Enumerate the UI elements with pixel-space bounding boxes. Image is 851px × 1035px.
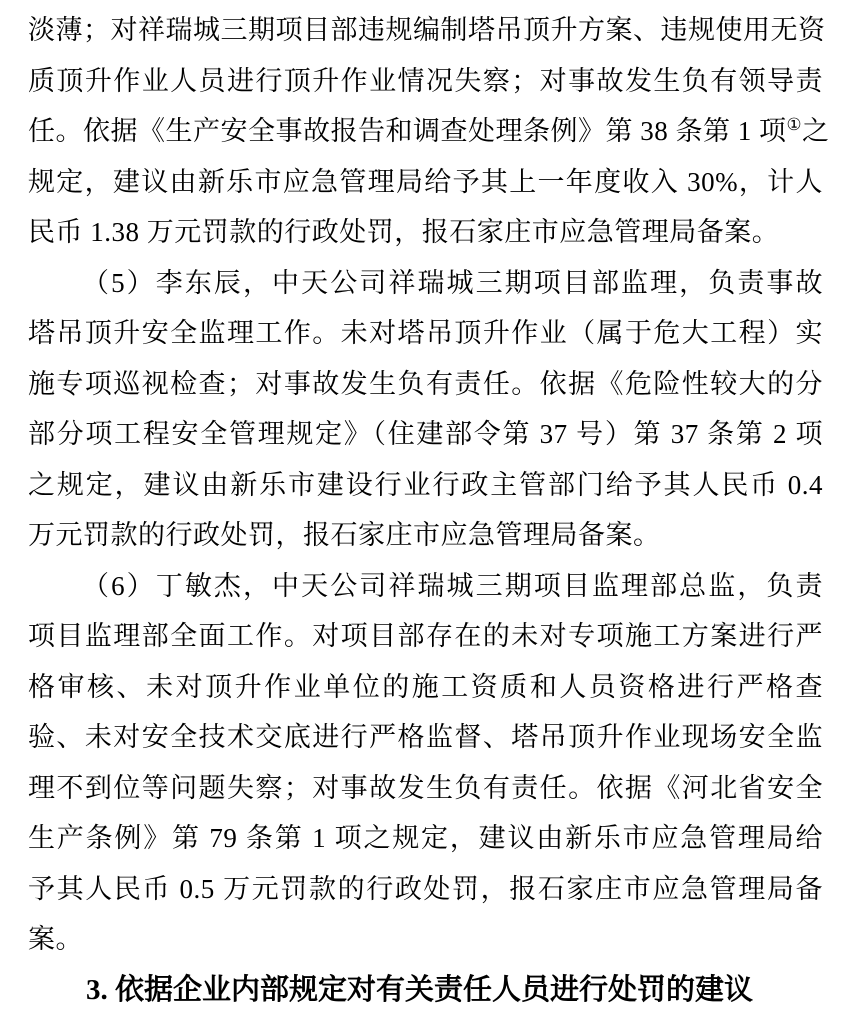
section-heading-3: 3. 依据企业内部规定对有关责任人员进行处罚的建议 bbox=[86, 973, 754, 1006]
text-line: （6）丁敏杰，中天公司祥瑞城三期项目监理部总监，负责 bbox=[82, 570, 823, 601]
text-line: 施专项巡视检查；对事故发生负有责任。依据《危险性较大的分 bbox=[28, 368, 823, 399]
text-line: 验、未对安全技术交底进行严格监督、塔吊顶升作业现场安全监 bbox=[28, 722, 823, 752]
text-line: 规定，建议由新乐市应急管理局给予其上一年度收入 30%，计人 bbox=[28, 166, 823, 197]
text-segment: 任。依据《生产安全事故报告和调查处理条例》第 38 条第 1 项 bbox=[28, 116, 787, 146]
text-line: 质顶升作业人员进行顶升作业情况失察；对事故发生负有领导责 bbox=[28, 65, 823, 96]
text-line: 之规定，建议由新乐市建设行业行政主管部门给予其人民币 0.4 bbox=[28, 469, 823, 500]
text-line: 予其人民币 0.5 万元罚款的行政处罚，报石家庄市应急管理局备 bbox=[28, 873, 823, 904]
text-line: 理不到位等问题失察；对事故发生负有责任。依据《河北省安全 bbox=[28, 772, 823, 803]
text-line: 生产条例》第 79 条第 1 项之规定，建议由新乐市应急管理局给 bbox=[28, 823, 823, 853]
text-line bbox=[28, 106, 830, 157]
text-line: 部分项工程安全管理规定》（住建部令第 37 号）第 37 条第 2 项 bbox=[28, 419, 823, 449]
text-line: 塔吊顶升安全监理工作。未对塔吊顶升作业（属于危大工程）实 bbox=[28, 318, 823, 348]
text-line: 淡薄；对祥瑞城三期项目部违规编制塔吊顶升方案、违规使用无资 bbox=[28, 15, 826, 45]
text-line: 万元罚款的行政处罚，报石家庄市应急管理局备案。 bbox=[28, 520, 661, 550]
paragraph-5 bbox=[28, 258, 823, 561]
text-line: 项目监理部全面工作。对项目部存在的未对专项施工方案进行严 bbox=[28, 621, 823, 651]
footnote-reference-superscript: ① bbox=[786, 114, 803, 134]
text-segment: 之 bbox=[802, 116, 830, 146]
text-line: 案。 bbox=[28, 924, 83, 954]
text-line: （5）李东辰，中天公司祥瑞城三期项目部监理，负责事故 bbox=[82, 267, 823, 298]
text-line: 民币 1.38 万元罚款的行政处罚，报石家庄市应急管理局备案。 bbox=[28, 217, 780, 247]
paragraph-4-continuation bbox=[28, 5, 830, 258]
text-block bbox=[28, 5, 830, 1015]
text-line: 格审核、未对顶升作业单位的施工资质和人员资格进行严格查 bbox=[28, 671, 823, 702]
paragraph-6 bbox=[28, 561, 823, 965]
